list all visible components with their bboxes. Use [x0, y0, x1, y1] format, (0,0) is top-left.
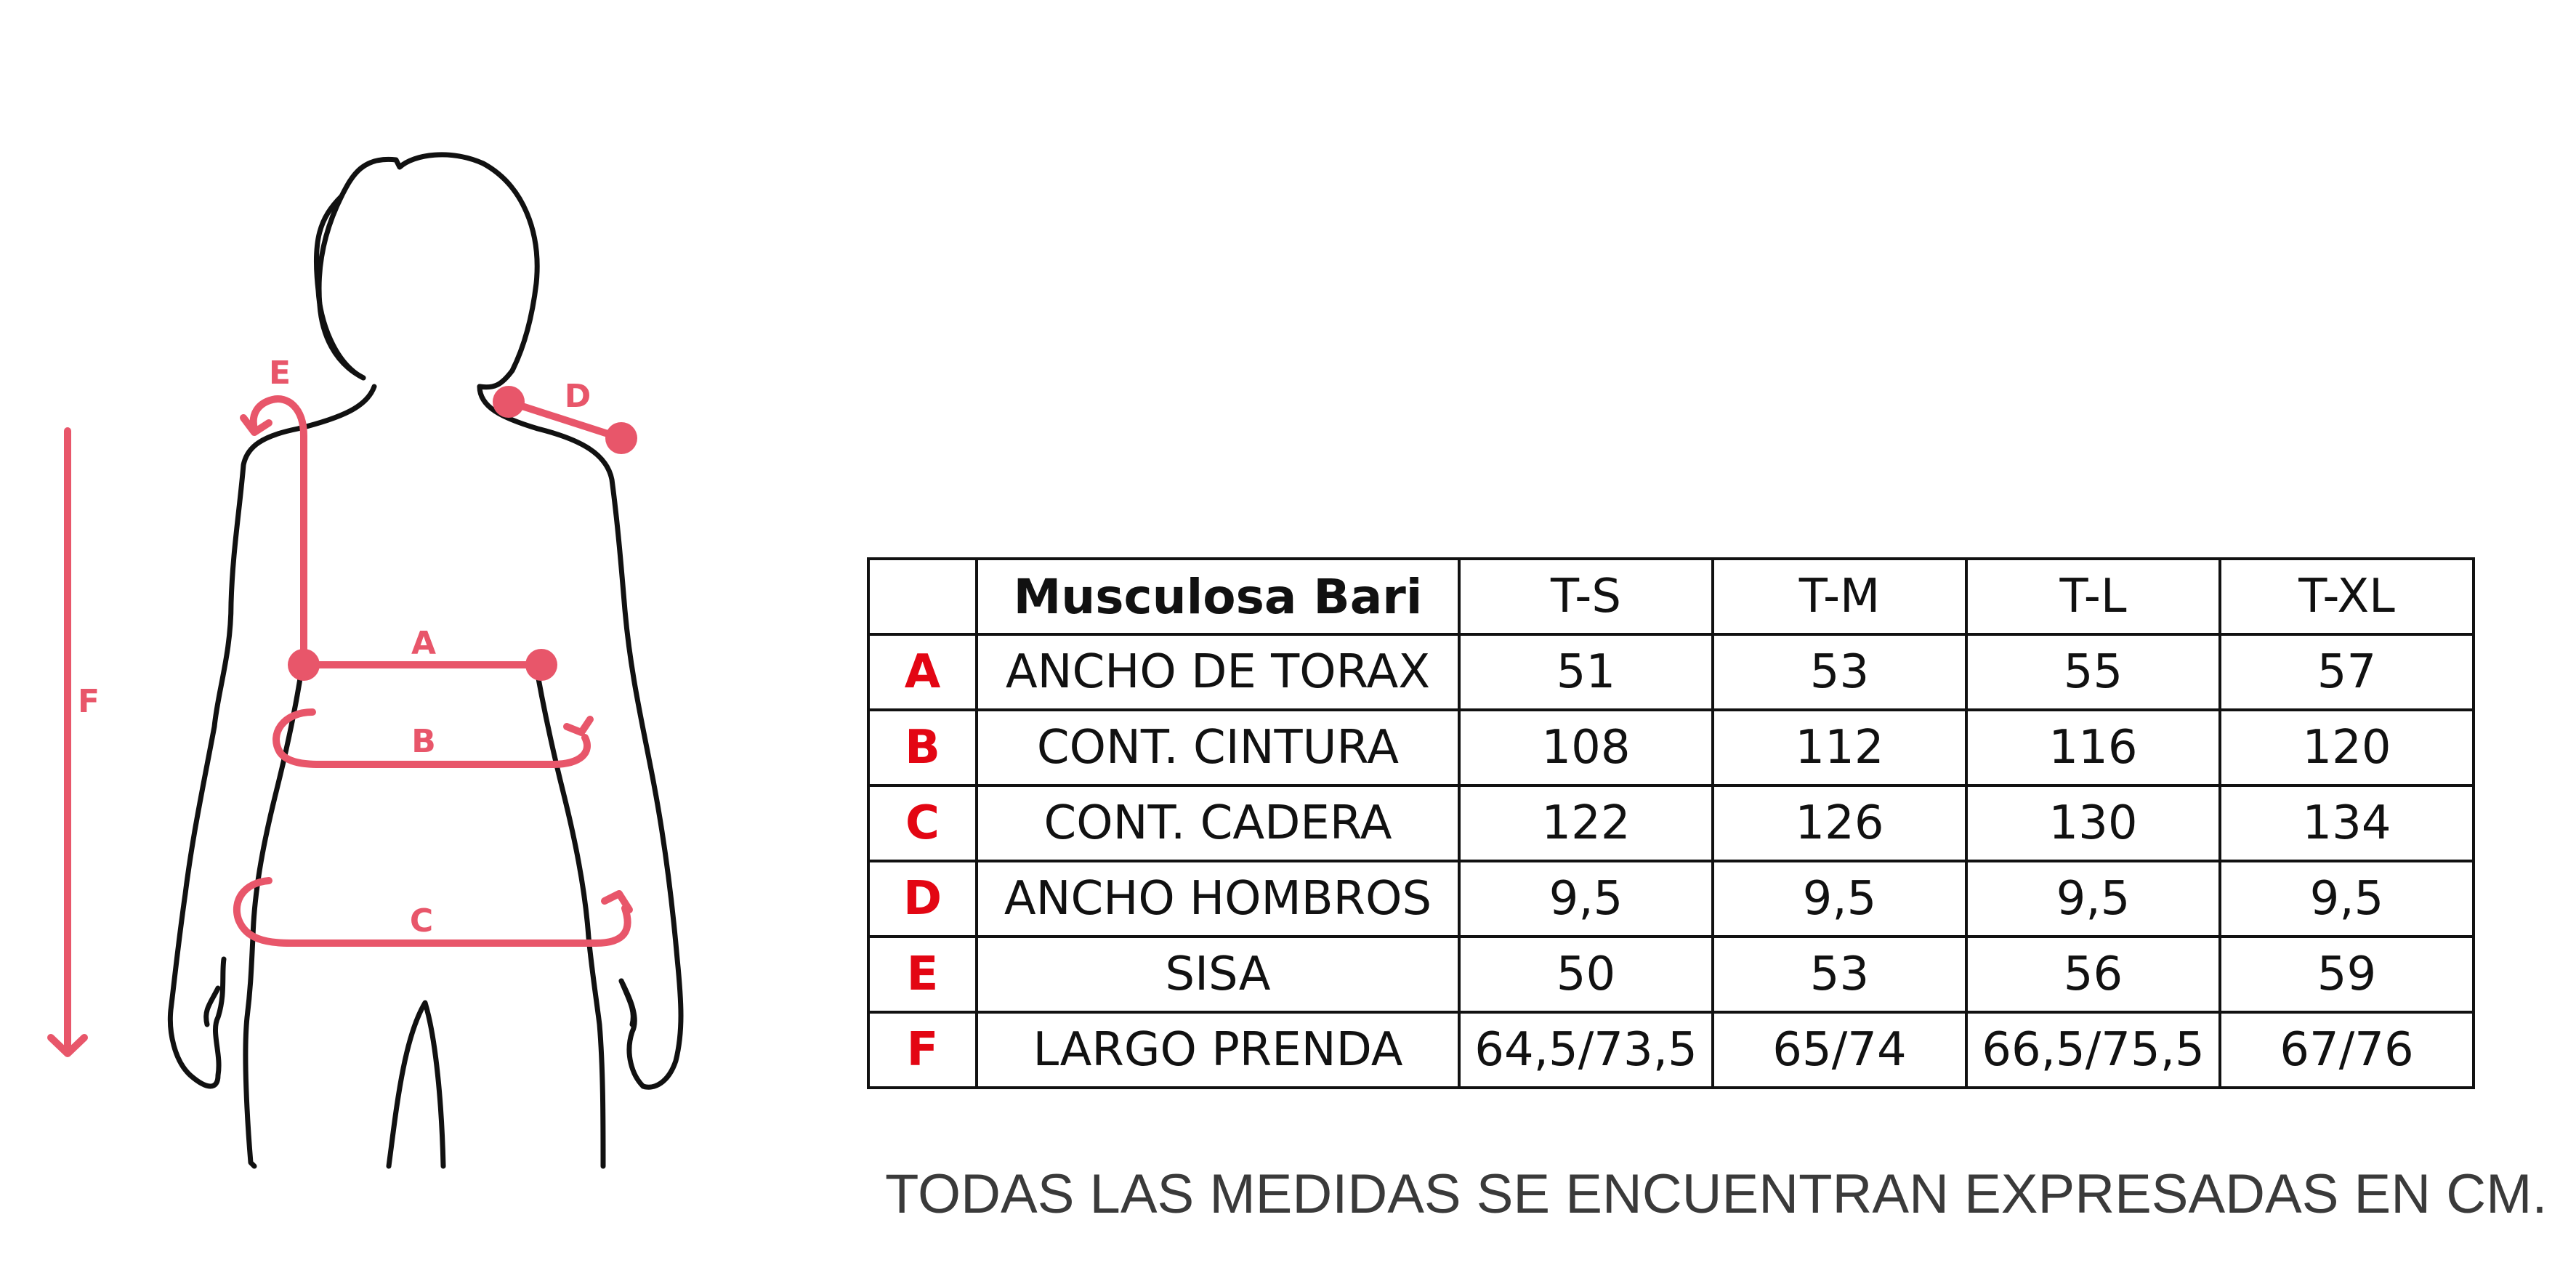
measure-name: CONT. CADERA — [977, 785, 1459, 861]
measure-name: SISA — [977, 937, 1459, 1012]
label-b: B — [411, 723, 436, 760]
label-c: C — [409, 902, 434, 939]
size-header-s: T-S — [1459, 559, 1713, 634]
chest-dot-right — [525, 649, 557, 681]
measure-value: 130 — [1966, 785, 2220, 861]
measure-value: 116 — [1966, 710, 2220, 785]
shoulder-dot-outer — [605, 422, 637, 454]
measure-name: ANCHO DE TORAX — [977, 634, 1459, 710]
header-empty-cell — [868, 559, 977, 634]
size-header-l: T-L — [1966, 559, 2220, 634]
measure-name: ANCHO HOMBROS — [977, 861, 1459, 937]
measure-value: 134 — [2220, 785, 2474, 861]
measure-value: 9,5 — [1966, 861, 2220, 937]
measure-value: 9,5 — [2220, 861, 2474, 937]
table-header-row — [868, 559, 2474, 634]
label-a: A — [411, 625, 437, 662]
measure-value: 120 — [2220, 710, 2474, 785]
measure-value: 122 — [1459, 785, 1713, 861]
measure-value: 66,5/75,5 — [1966, 1012, 2220, 1088]
label-f: F — [77, 683, 100, 720]
measure-value: 108 — [1459, 710, 1713, 785]
measure-value: 57 — [2220, 634, 2474, 710]
size-header-m: T-M — [1713, 559, 1966, 634]
measure-labels — [78, 355, 591, 939]
measure-value: 55 — [1966, 634, 2220, 710]
measure-value: 112 — [1713, 710, 1966, 785]
table-row — [868, 710, 2474, 785]
hip-arrow-head — [605, 894, 629, 910]
table-row — [868, 1012, 2474, 1088]
chest-dot-left — [288, 649, 320, 681]
measure-value: 126 — [1713, 785, 1966, 861]
row-letter: A — [868, 634, 977, 710]
measure-value: 64,5/73,5 — [1459, 1012, 1713, 1088]
body-measurement-figure — [0, 0, 727, 1273]
table-row — [868, 634, 2474, 710]
measure-value: 67/76 — [2220, 1012, 2474, 1088]
measure-name: CONT. CINTURA — [977, 710, 1459, 785]
measure-name: LARGO PRENDA — [977, 1012, 1459, 1088]
row-letter: D — [868, 861, 977, 937]
shoulder-dot-inner — [493, 386, 525, 418]
measure-markers — [51, 399, 629, 1054]
label-d: D — [564, 378, 591, 415]
size-chart-table — [867, 557, 2475, 1089]
waist-arrow-head — [567, 719, 590, 732]
row-letter: F — [868, 1012, 977, 1088]
table-row — [868, 937, 2474, 1012]
measure-value: 59 — [2220, 937, 2474, 1012]
measure-value: 53 — [1713, 937, 1966, 1012]
row-letter: E — [868, 937, 977, 1012]
measure-value: 65/74 — [1713, 1012, 1966, 1088]
row-letter: B — [868, 710, 977, 785]
measure-value: 50 — [1459, 937, 1713, 1012]
product-title: Musculosa Bari — [977, 559, 1459, 634]
size-header-xl: T-XL — [2220, 559, 2474, 634]
measure-value: 51 — [1459, 634, 1713, 710]
row-letter: C — [868, 785, 977, 861]
table-row — [868, 785, 2474, 861]
units-footnote: TODAS LAS MEDIDAS SE ENCUENTRAN EXPRESADAS EN CM. — [885, 1163, 2548, 1225]
label-e: E — [268, 355, 291, 392]
measure-value: 9,5 — [1713, 861, 1966, 937]
measure-value: 53 — [1713, 634, 1966, 710]
measure-value: 56 — [1966, 937, 2220, 1012]
table-row — [868, 861, 2474, 937]
measure-value: 9,5 — [1459, 861, 1713, 937]
